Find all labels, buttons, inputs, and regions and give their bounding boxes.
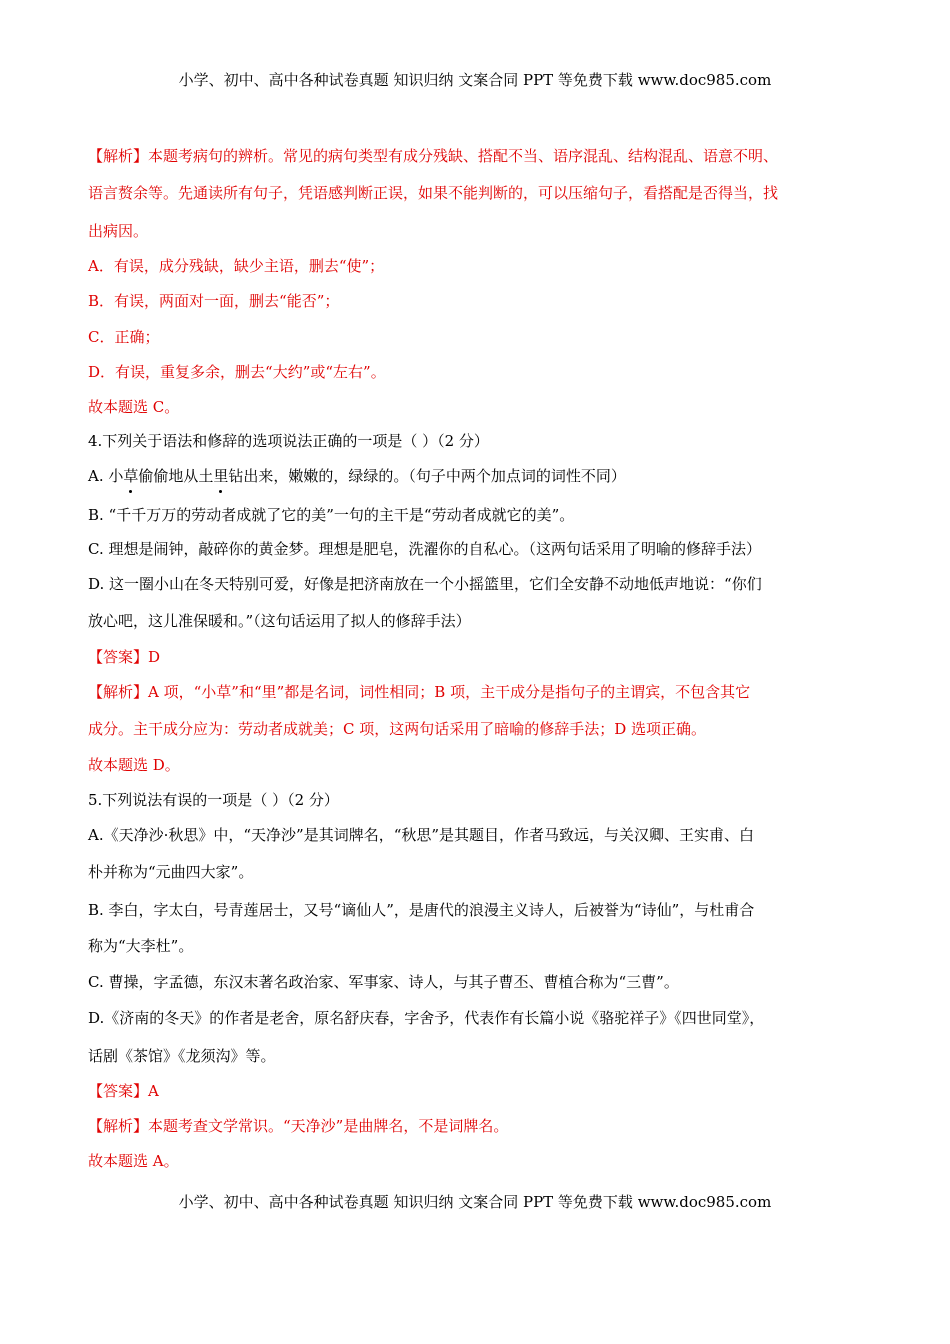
q3-option-b-explanation: B．有误，两面对一面，删去“能否”； <box>88 292 340 310</box>
q5-option-b-line-1: B. 李白，字太白，号青莲居士，又号“谪仙人”，是唐代的浪漫主义诗人，后被誉为“诗仙”，与杜甫合 <box>88 901 755 919</box>
q4-option-d-line-1: D. 这一圈小山在冬天特别可爱，好像是把济南放在一个小摇篮里，它们全安静不动地低声地说：“你们 <box>88 575 762 593</box>
q4-stem: 4.下列关于语法和修辞的选项说法正确的一项是（ ）（2 分） <box>88 432 489 450</box>
q5-option-a-line-2: 朴并称为“元曲四大家”。 <box>88 863 254 881</box>
q4-option-a-prefix: A. 小 <box>88 467 124 485</box>
q4-dotted-word-2: 里 <box>213 467 229 485</box>
q5-option-b-line-2: 称为“大李杜”。 <box>88 937 194 955</box>
q3-option-a-explanation: A．有误，成分残缺，缺少主语，删去“使”； <box>88 257 385 275</box>
q4-analysis-line-1: 【解析】A 项，“小草”和“里”都是名词，词性相同；B 项，主干成分是指句子的主谓宾，不包含其它 <box>88 683 751 701</box>
q3-analysis-line-3: 出病因。 <box>88 222 149 240</box>
q5-option-c: C. 曹操，字孟德，东汉末著名政治家、军事家、诗人，与其子曹丕、曹植合称为“三曹”。 <box>88 973 679 991</box>
q3-option-c-explanation: C．正确； <box>88 328 160 346</box>
q4-dotted-word-1: 草 <box>123 467 139 485</box>
q4-option-a-mid: 偷偷地从土 <box>138 467 214 485</box>
q3-conclusion: 故本题选 C。 <box>88 398 180 416</box>
q4-analysis-line-2: 成分。主干成分应为：劳动者成就美；C 项，这两句话采用了暗喻的修辞手法；D 选项正确。 <box>88 720 707 738</box>
q5-option-d-line-1: D.《济南的冬天》的作者是老舍，原名舒庆春，字舍予，代表作有长篇小说《骆驼祥子》《四世同堂》， <box>88 1009 765 1027</box>
q3-analysis-line-2: 语言赘余等。先通读所有句子，凭语感判断正误，如果不能判断的，可以压缩句子，看搭配是否得当，找 <box>88 184 779 202</box>
q4-conclusion: 故本题选 D。 <box>88 756 180 774</box>
q4-option-a-rest: 钻出来，嫩嫩的，绿绿的。（句子中两个加点词的词性不同） <box>228 467 626 485</box>
q4-option-b: B. “千千万万的劳动者成就了它的美”一句的主干是“劳动者成就它的美”。 <box>88 506 575 524</box>
q4-option-c: C. 理想是闹钟，敲碎你的黄金梦。理想是肥皂，洗濯你的自私心。（这两句话采用了明喻的修辞手法） <box>88 540 761 558</box>
q4-option-d-line-2: 放心吧，这儿准保暖和。”（这句话运用了拟人的修辞手法） <box>88 612 471 630</box>
q5-answer: 【答案】A <box>88 1082 159 1100</box>
q5-option-a-line-1: A.《天净沙·秋思》中，“天净沙”是其词牌名，“秋思”是其题目，作者马致远，与关汉卿、王实甫、白 <box>88 826 755 844</box>
q4-option-a <box>88 466 866 486</box>
q3-analysis-line-1: 【解析】本题考病句的辨析。常见的病句类型有成分残缺、搭配不当、语序混乱、结构混乱、语意不明、 <box>88 147 779 165</box>
q3-option-d-explanation: D．有误，重复多余，删去“大约”或“左右”。 <box>88 363 386 381</box>
q5-option-d-line-2: 话剧《茶馆》《龙须沟》等。 <box>88 1047 276 1065</box>
q5-conclusion: 故本题选 A。 <box>88 1152 179 1170</box>
q5-stem: 5.下列说法有误的一项是（ ）（2 分） <box>88 791 339 809</box>
page-footer: 小学、初中、高中各种试卷真题 知识归纳 文案合同 PPT 等免费下载 www.doc985.com <box>178 1193 772 1211</box>
q5-analysis: 【解析】本题考查文学常识。“天净沙”是曲牌名，不是词牌名。 <box>88 1117 509 1135</box>
q4-answer: 【答案】D <box>88 648 161 666</box>
page-header: 小学、初中、高中各种试卷真题 知识归纳 文案合同 PPT 等免费下载 www.doc985.com <box>178 71 772 89</box>
